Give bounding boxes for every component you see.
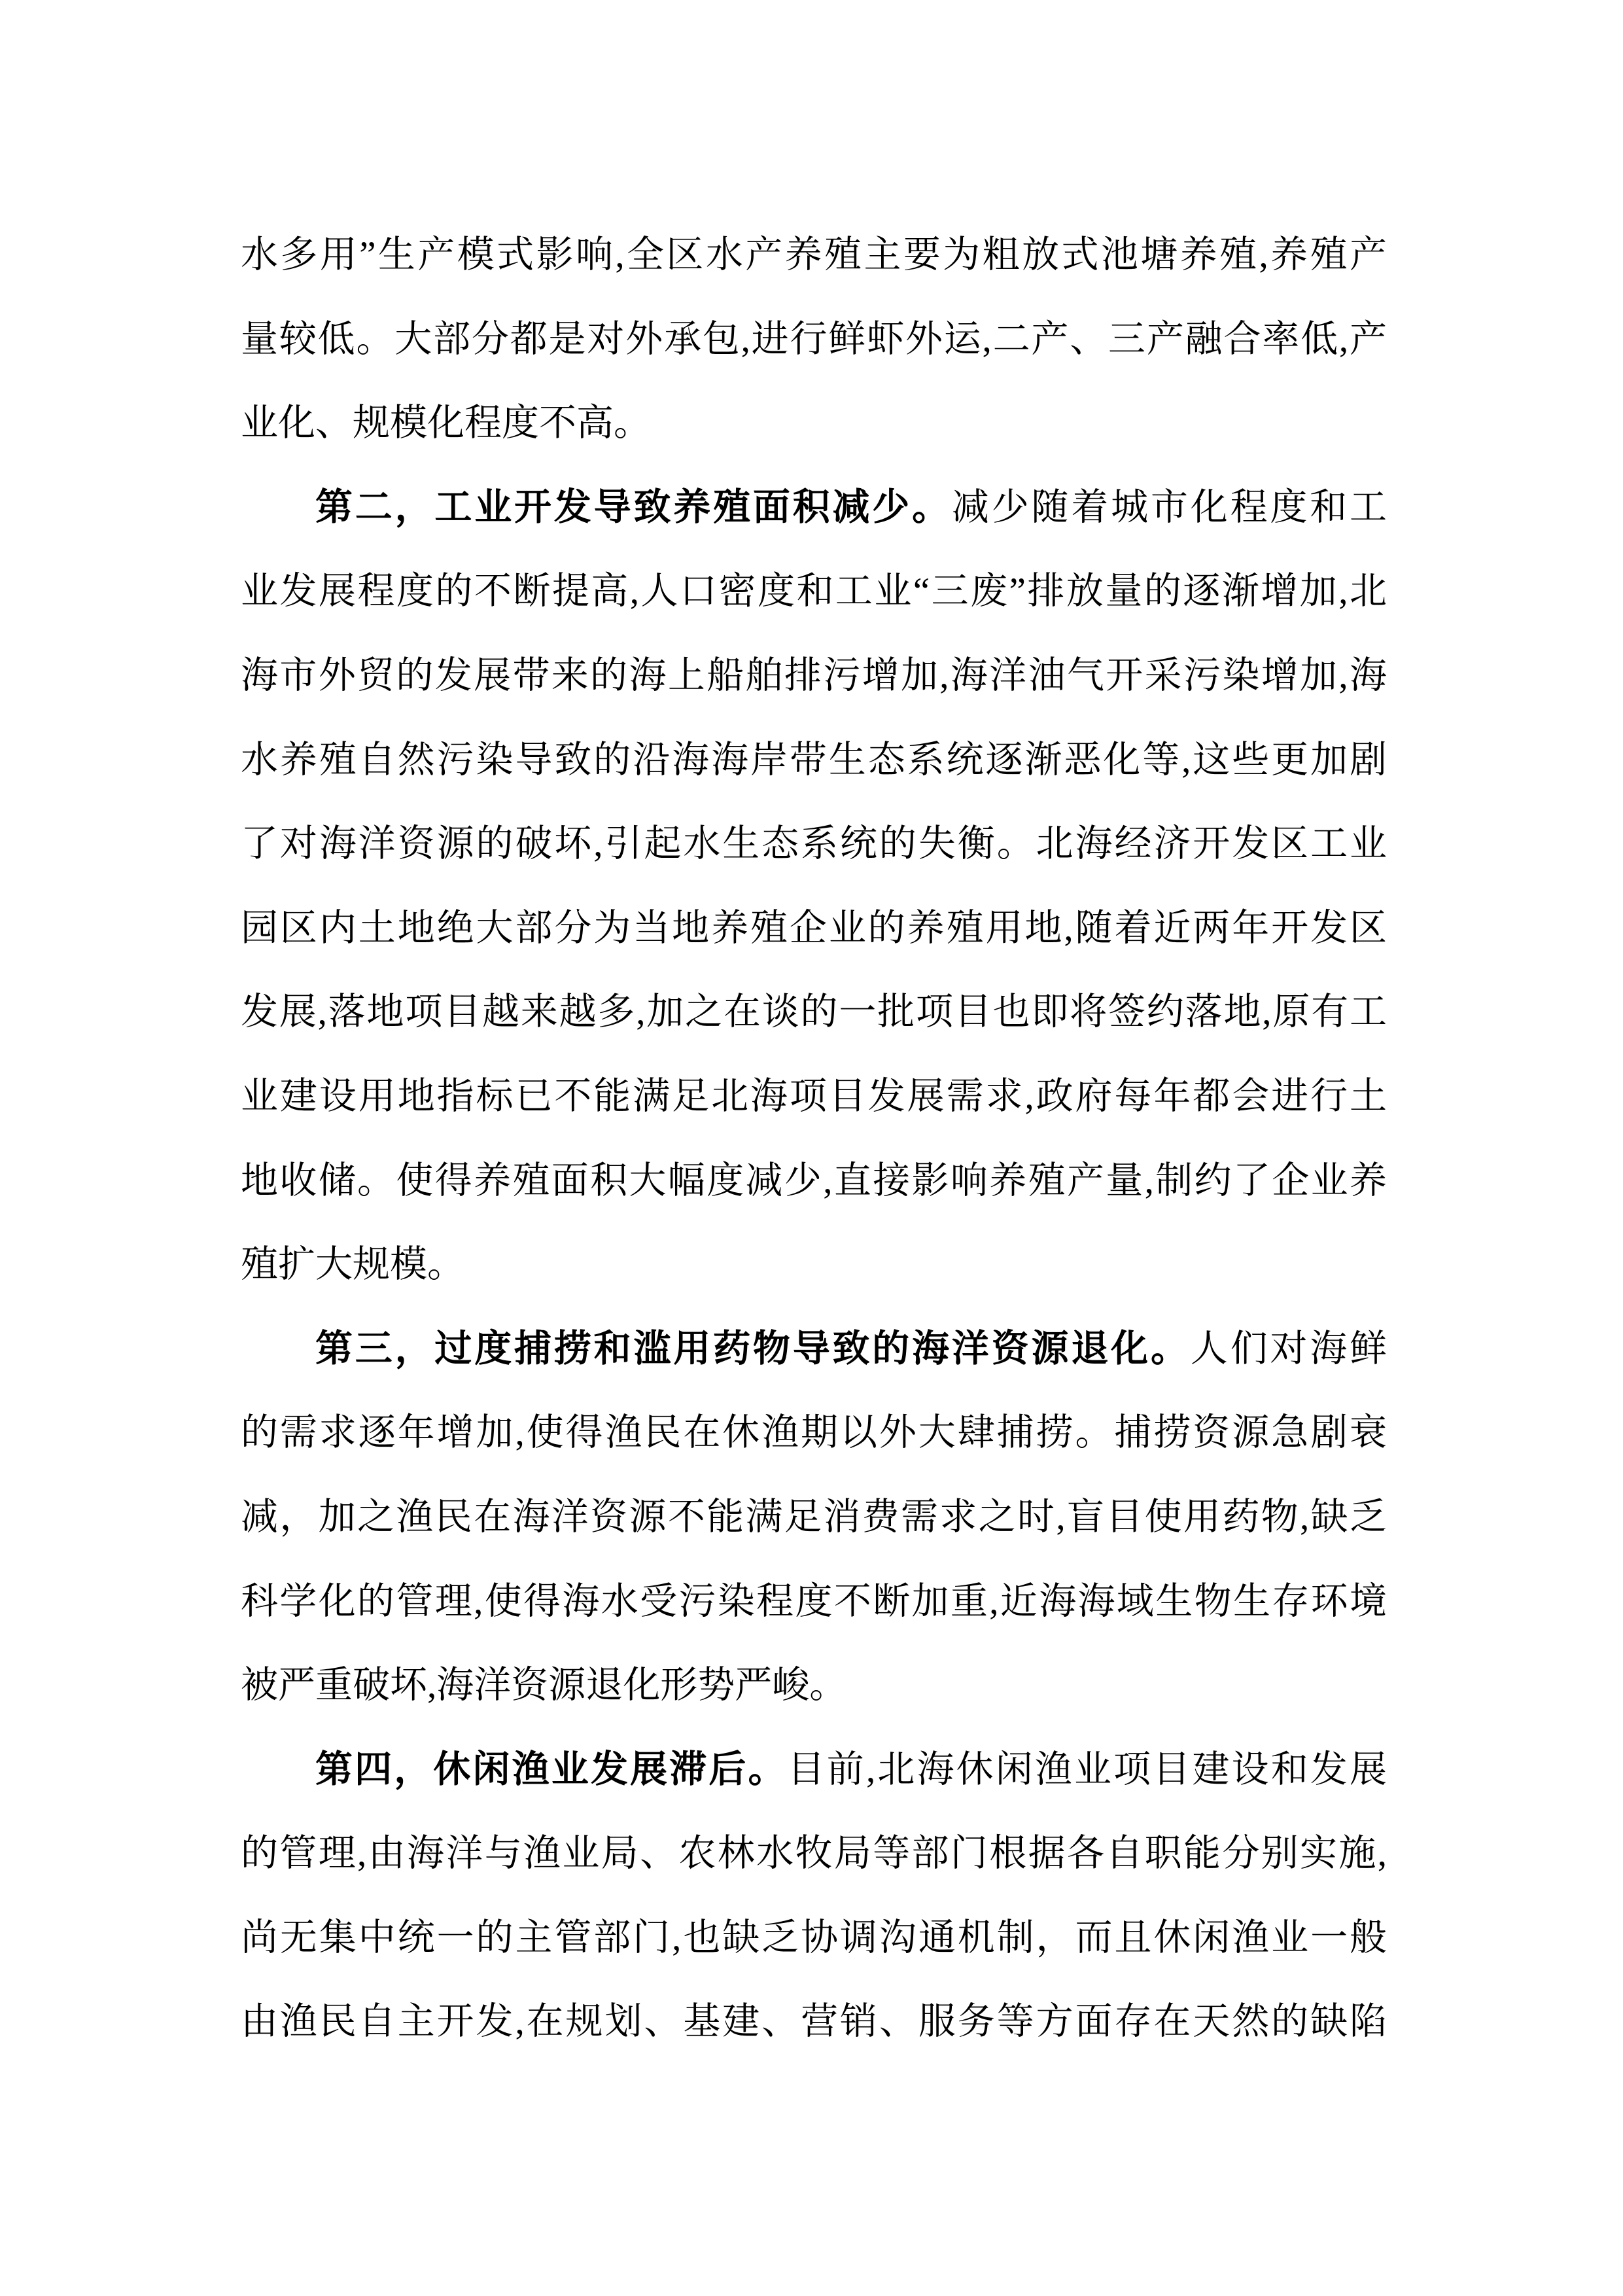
text-line (241, 970, 1387, 1055)
paragraph-lead-bold: 第二，工业开发导致养殖面积减少。 (315, 486, 952, 528)
text-line (241, 1812, 1387, 1896)
text-line (241, 466, 1387, 550)
text-line (241, 634, 1387, 718)
text-line (241, 1560, 1387, 1644)
page-body (241, 213, 1387, 2064)
paragraph-text: 殖扩大规模。 (241, 1244, 464, 1286)
paragraph-text: 被严重破坏,海洋资源退化形势严峻。 (241, 1665, 847, 1706)
paragraph-text: 减少随着城市化程度和工 (951, 486, 1387, 528)
text-line (241, 1139, 1387, 1224)
paragraph-text: 量较低。大部分都是对外承包,进行鲜虾外运,二产、三产融合率低,产 (241, 318, 1387, 360)
paragraph-text: 人们对海鲜 (1190, 1328, 1387, 1369)
text-line (241, 213, 1387, 298)
text-line (241, 802, 1387, 887)
text-line (241, 1980, 1387, 2064)
text-line (241, 550, 1387, 634)
paragraph-text: 尚无集中统一的主管部门,也缺乏协调沟通机制，而且休闲渔业一般 (241, 1916, 1387, 1958)
text-line (241, 1728, 1387, 1812)
text-line (241, 1055, 1387, 1139)
paragraph-text: 海市外贸的发展带来的海上船舶排污增加,海洋油气开采污染增加,海 (241, 654, 1387, 696)
paragraph-text: 地收储。使得养殖面积大幅度减少,直接影响养殖产量,制约了企业养 (241, 1159, 1387, 1201)
paragraph-lead-bold: 第四，休闲渔业发展滞后。 (315, 1748, 788, 1790)
text-line (241, 887, 1387, 971)
text-line (241, 298, 1387, 382)
paragraph-text: 水多用”生产模式影响,全区水产养殖主要为粗放式池塘养殖,养殖产 (241, 234, 1387, 275)
text-line (241, 381, 1387, 466)
paragraph-text: 减，加之渔民在海洋资源不能满足消费需求之时,盲目使用药物,缺乏 (241, 1496, 1387, 1538)
paragraph-text: 的管理,由海洋与渔业局、农林水牧局等部门根据各自职能分别实施, (241, 1833, 1387, 1875)
paragraph-text: 水养殖自然污染导致的沿海海岸带生态系统逐渐恶化等,这些更加剧 (241, 739, 1387, 781)
paragraph-lead-bold: 第三，过度捕捞和滥用药物导致的海洋资源退化。 (315, 1328, 1191, 1369)
text-line (241, 1307, 1387, 1392)
paragraph-text: 业化、规模化程度不高。 (241, 402, 651, 444)
paragraph-text: 由渔民自主开发,在规划、基建、营销、服务等方面存在天然的缺陷 (241, 2001, 1387, 2043)
paragraph-text: 的需求逐年增加,使得渔民在休渔期以外大肆捕捞。捕捞资源急剧衰 (241, 1412, 1387, 1454)
text-line (241, 1475, 1387, 1560)
text-line (241, 1391, 1387, 1475)
text-line (241, 718, 1387, 803)
paragraph-text: 业发展程度的不断提高,人口密度和工业“三废”排放量的逐渐增加,北 (241, 571, 1387, 612)
paragraph-text: 了对海洋资源的破坏,引起水生态系统的失衡。北海经济开发区工业 (241, 823, 1387, 865)
paragraph-text: 业建设用地指标已不能满足北海项目发展需求,政府每年都会进行土 (241, 1075, 1387, 1117)
paragraph-text: 科学化的管理,使得海水受污染程度不断加重,近海海域生物生存环境 (241, 1580, 1387, 1622)
paragraph-text: 发展,落地项目越来越多,加之在谈的一批项目也即将签约落地,原有工 (241, 991, 1387, 1033)
text-line (241, 1223, 1387, 1307)
paragraph-text: 园区内土地绝大部分为当地养殖企业的养殖用地,随着近两年开发区 (241, 907, 1387, 949)
text-line (241, 1896, 1387, 1981)
paragraph-text: 目前,北海休闲渔业项目建设和发展 (787, 1748, 1387, 1790)
text-line (241, 1644, 1387, 1728)
